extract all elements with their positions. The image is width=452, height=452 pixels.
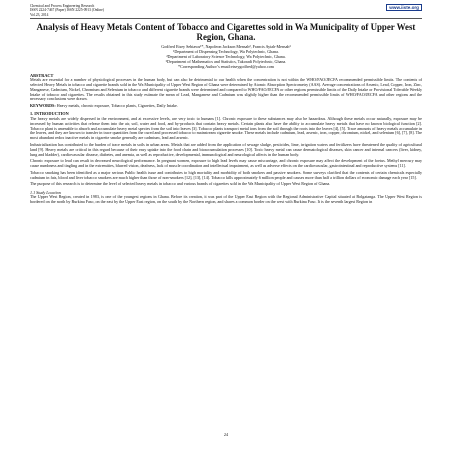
- intro-paragraph-1: The heavy metals are widely dispersed in the environment, and at excessive levels, are very toxic to humans [1]. Chronic exposure to these substances may also be hazardous. Although these metals occur naturally, exposure may be increased by human activities that release them into the air, soil, water and food, and by-products that contain heavy metals. Certain plants also have the ability to accumulate heavy metals that have no known biological function [2]. Tobacco plant is amenable to absorb and accumulate heavy metal species from the soil into leaves [3]. Tobacco plants transport metal ions from the soil through the roots into the leaves [4], [5]. Trace amounts of heavy metals accumulate in the leaves, and they are known to transfer in trace quantities from the cured and processed tobacco to mainstream cigarette smoke. These metals include cadmium, lead, arsenic, iron, copper, chromium, nickel, and selenium [6], [7], [8]. The most abundant redox inactive metals in cigarette smoke generally are cadmium, lead and arsenic.: [30, 115, 422, 141]
- affiliation-3: ³Department of Mathematics and Statistics, Takoradi Polytechnic, Ghana.: [165, 59, 287, 65]
- corresponding-author: *Corresponding Author’s email:etseygodfred@yahoo.com: [178, 64, 274, 70]
- journal-name: Chemical and Process Engineering Research: [30, 4, 95, 8]
- journal-volume: Vol.23, 2014: [30, 12, 49, 17]
- intro-paragraph-2: Industrialization has contributed to the burden of trace metals in soils in urban areas. Metals that are added from the application of sewage sludge, pesticides, lime, irrigation waters and fertilizers have threatened the quality of agricultural land [9]. Heavy metals are critical in this regard because of their easy uptake into the food chain and bioaccumulation processes [10]. Toxic heavy metal can cause dermatological diseases, skin cancer and internal cancers (liver, kidney, lung and bladder), cardiovascular disease, diabetes, and anemia, as well as reproductive, developmental, immunological and neurological affects in the human body.: [30, 141, 422, 157]
- iiste-logo: www.iiste.org: [386, 4, 422, 11]
- study-location-text: The Upper West Region, created in 1983, is one of the youngest regions in Ghana. Before its creation, it was part of the Upper East Region with the Regional Administrative Capital situated at Bolgatanga. The Upper West Region is bordered on the north by Burkina Faso, on the east by the Upper East region, on the south by the Northern region, and shares a common border on the west with Burkina Faso. It is the seventh largest Region in: [30, 193, 422, 204]
- author-list: Godfred Etsey Sebiawu¹*, Napoleon Jackson Mensah², Francis Ayiah-Mensah³: [161, 44, 291, 50]
- intro-paragraph-3: Chronic exposure to lead can result in decreased neurological performance. In pregnant women, exposure to high lead levels may cause miscarriage, and chronic exposure may affect the development of the foetus. Methyl mercury may cause numbness and tingling and in the extremities, blurred vision, deafness, lack of muscle coordination and intellectual impairment, as well as adverse effects on the cardiovascular, gastrointestinal and reproductive systems [11].: [30, 158, 422, 169]
- header-rule: [30, 18, 422, 19]
- intro-paragraph-4: Tobacco smoking has been identified as a major serious Public health issue and contributes to high mortality and morbidity of both smokers and passive smokers. Some surveys clarified that the contents of certain chemicals especially cadmium in fats, blood and liver tobacco smokers are much higher than those of non-smokers [12], [13], [14]. Tobacco kills approximately 6 million people and causes more than half a trillion dollars of economic damage each year [15].: [30, 169, 422, 180]
- journal-header: [30, 4, 422, 20]
- keywords: [30, 104, 422, 109]
- page-number: 24: [223, 432, 229, 437]
- keywords-label: KEYWORDS:: [30, 102, 56, 108]
- intro-paragraph-5: The purpose of this research is to determine the level of selected heavy metals in tobacco and various brands of cigarettes sold in the Wa Municipality of Upper West Region of Ghana.: [30, 181, 331, 186]
- abstract-heading: ABSTRACT: [30, 72, 54, 78]
- abstract-text: Metals are essential for a number of physiological processes in the human body, but can also be detrimental to our health when the concentration is not within the WHO/FAO/JECFA recommended permissible limits. The contents of selected Heavy Metals in tobacco and cigarette brands sold in the Wa Municipality of Upper West Region of Ghana were determined by Atomic Absorption Spectrometry (AAS). Average concentrations of Arsenic, Lead, Copper, Iron, Zinc, Manganese, Cadmium, Nickel, Chromium and Selenium in tobacco and different cigarette brands were determined and compared to WHO/FAO/JECFA or other regions permissible limits of the Daily Intake or Provisional Tolerable Weekly Intake of tobacco and cigarettes. The results obtained in this study estimate the mean of Lead, Manganese and Cadmium was slightly higher than the recommended permissible limits of WHO/FAO/JECFA and other regions and the necessary conclusions were drawn.: [30, 76, 422, 102]
- paper-title: Analysis of Heavy Metals Content of Tobacco and Cigarettes sold in Wa Municipality of Upper West Region, Ghana.: [36, 22, 416, 43]
- affiliation-2: ²Department of Laboratory Science Technology, Wa Polytechnic, Ghana.: [166, 54, 286, 60]
- introduction-heading: 1. INTRODUCTION: [30, 111, 69, 117]
- journal-issn: ISSN 2224-7467 (Paper) ISSN 2225-0913 (Online): [30, 8, 104, 13]
- affiliation-1: ¹Department of Dispensing Technology, Wa Polytechnic, Ghana.: [173, 49, 279, 55]
- study-location-heading: 1.1 Study Location: [30, 189, 61, 195]
- keywords-text: Heavy metals, chronic exposure, Tobacco plants, Cigarettes, Daily Intake.: [56, 102, 178, 108]
